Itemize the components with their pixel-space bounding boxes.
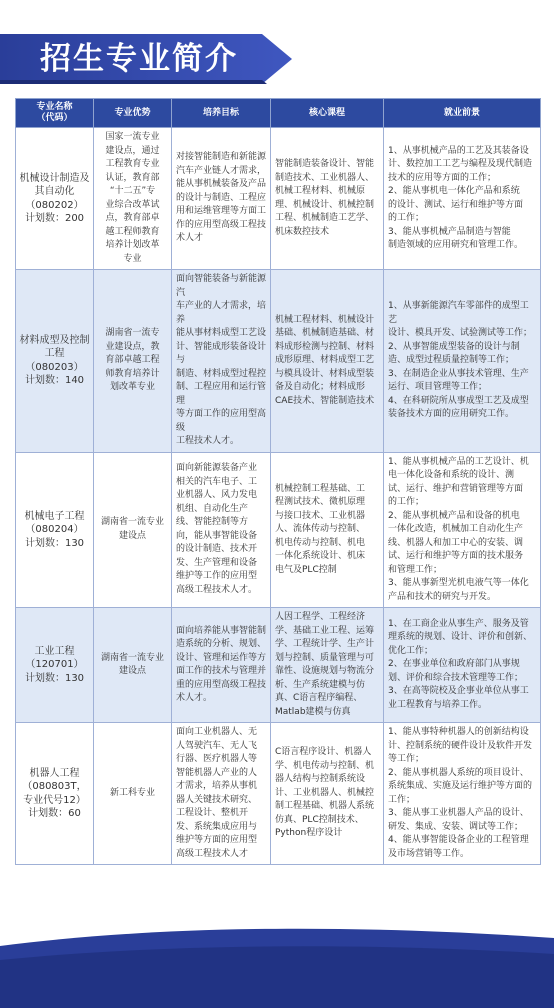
cell-line: （080203） bbox=[25, 361, 84, 373]
cell-line: 3、能从事工业机器人产品的设计、 bbox=[388, 808, 529, 818]
cell-line: 计、工业机器人、机械控 bbox=[275, 787, 375, 798]
cell-line: 汽车产业链人才需求， bbox=[176, 165, 267, 176]
cell-line: 专业代号12） bbox=[23, 794, 86, 806]
cell-line: 建设点 bbox=[118, 530, 146, 541]
program-table bbox=[15, 98, 541, 865]
cell-line: 3、在高等院校及企事业单位从事工 bbox=[388, 686, 529, 697]
cell-line: 4、能从事智能设备企业的工程管理 bbox=[388, 835, 529, 845]
cell-line: （080202） bbox=[25, 199, 84, 211]
cell-line: 面向培养能从事智能制 bbox=[176, 625, 267, 636]
cell-line: C语言程序设计、机器人 bbox=[275, 747, 372, 758]
cell-line: 机电传动与控制、机电 bbox=[275, 537, 366, 548]
table-row bbox=[16, 608, 541, 723]
program-prospects-cell bbox=[384, 128, 541, 270]
cell-line: 作的应用型高级工程技 bbox=[176, 219, 267, 230]
cell-line: 理系统的规划、设计、评价和创新、 bbox=[388, 632, 533, 643]
cell-line: 线、智能控制等方 bbox=[176, 517, 249, 528]
cell-line: 真、C语言程序编程、 bbox=[275, 693, 363, 703]
cell-line: （120701） bbox=[25, 659, 84, 671]
cell-line: 机械工程材料、机械设计 bbox=[275, 314, 375, 325]
cell-line: 计划数：60 bbox=[28, 808, 81, 819]
cell-line: 机床数控技术 bbox=[275, 226, 330, 237]
cell-line: 向，能从事智能设备 bbox=[176, 530, 258, 541]
cell-line: 面向新能源装备产业 bbox=[176, 463, 258, 474]
cell-line: 线、机器人和加工中心的安装、调 bbox=[388, 537, 524, 548]
cell-line: 机械控制工程基础、工 bbox=[275, 483, 366, 494]
cell-line: 高级工程技术人才 bbox=[176, 848, 249, 859]
program-goal-cell bbox=[172, 608, 271, 723]
cell-line: 计、智能成形装备设计与 bbox=[176, 341, 267, 365]
cell-line: Python程序设计 bbox=[275, 828, 343, 839]
program-courses-cell bbox=[271, 608, 384, 723]
cell-line: 计、控制系统的硬件设计及软件开发 bbox=[388, 740, 533, 751]
cell-line: 重的应用型高级工程技 bbox=[176, 679, 267, 690]
program-goal-cell bbox=[172, 723, 271, 865]
cell-line: 面向智能装备与新能源汽 bbox=[176, 274, 267, 298]
col-header-prospects: 就业前景 bbox=[384, 99, 541, 128]
cell-line: 对接智能制造和新能源 bbox=[176, 152, 267, 163]
cell-line: 其自动化 bbox=[34, 186, 75, 197]
cell-line: 成形原理、材料成型工艺 bbox=[275, 355, 375, 365]
cell-line: 制、工程应用和运行管理 bbox=[176, 382, 267, 406]
program-name-cell bbox=[16, 270, 94, 453]
program-advantage-cell bbox=[94, 270, 172, 453]
cell-line: 学、基础工业工程、运筹 bbox=[275, 625, 375, 636]
cell-line: 1、从事机械产品的工艺及其装备设 bbox=[388, 145, 529, 156]
cell-line: 行器、医疗机器人等 bbox=[176, 754, 258, 764]
cell-line: 试、运行、维护和营销管理等方面 bbox=[388, 483, 524, 494]
cell-line: 备及自动化；材料成形 bbox=[275, 382, 366, 392]
cell-line: 研发、集成、安装、调试等工作； bbox=[388, 821, 524, 832]
cell-line: 学、工程统计学、生产计 bbox=[275, 639, 375, 649]
cell-line: 机组、自动化生产 bbox=[176, 503, 249, 514]
cell-line: 工程、机械制造工艺学、 bbox=[275, 213, 375, 223]
cell-line: 才需求，培养从事机 bbox=[176, 781, 258, 791]
cell-line: 学、机电传动与控制、机 bbox=[275, 760, 375, 771]
cell-line: 制造、材料成型过程控 bbox=[176, 368, 267, 379]
cell-line: 运行、项目管理等工作； bbox=[388, 382, 488, 392]
table-row bbox=[16, 270, 541, 453]
col-header-goal: 培养目标 bbox=[172, 99, 271, 128]
cell-line: 设计、模具开发、试验测试等工作； bbox=[388, 328, 533, 338]
cell-line: 机械设计制造及 bbox=[19, 172, 90, 184]
cell-line: 工程技术人才。 bbox=[176, 436, 240, 446]
cell-line: 点，教育部卓 bbox=[105, 213, 160, 223]
cell-line: 制造领域的应用研究和管理工作。 bbox=[388, 240, 524, 250]
cell-line: 人驾驶汽车、无人飞 bbox=[176, 740, 258, 751]
cell-line: 和管理工作； bbox=[388, 564, 443, 575]
cell-line: 维护等方面的应用型 bbox=[176, 835, 258, 845]
cell-line: 专业 bbox=[123, 253, 142, 264]
col-header-courses: 核心课程 bbox=[271, 99, 384, 128]
cell-line: 术人才。 bbox=[176, 693, 213, 703]
cell-line: 计、数控加工工艺与编程及现代制造 bbox=[388, 159, 533, 169]
cell-line: 新工科专业 bbox=[109, 787, 155, 798]
cell-line: 维护等工作的应用型 bbox=[176, 571, 258, 582]
cell-line: 电一体化设备和系统的设计、测 bbox=[388, 470, 515, 480]
cell-line: 2、在事业单位和政府部门从事规 bbox=[388, 659, 520, 670]
cell-line: 2、能从事机械产品和设备的机电 bbox=[388, 510, 520, 521]
cell-line: 智能制造装备设计、智能 bbox=[275, 159, 375, 169]
cell-line: 能从事机械装备及产品 bbox=[176, 179, 267, 190]
cell-line: 3、能从事新型光机电液气等一体化 bbox=[388, 578, 529, 588]
cell-line: 的设计、测试、运行和维护等方面 bbox=[388, 199, 524, 210]
cell-line: 电气及PLC控制 bbox=[275, 564, 337, 575]
program-prospects-cell bbox=[384, 452, 541, 608]
program-name-cell bbox=[16, 723, 94, 865]
cell-line: 器人结构与控制系统设 bbox=[275, 774, 366, 785]
table-row bbox=[16, 723, 541, 865]
cell-line: 的工作； bbox=[388, 497, 425, 507]
cell-line: 2、能从事机器人系统的项目设计、 bbox=[388, 767, 529, 778]
cell-line: 料成形检测与控制、材料 bbox=[275, 341, 375, 352]
cell-line: 建设点 bbox=[118, 666, 146, 676]
program-advantage-cell bbox=[94, 723, 172, 865]
cell-line: 3、能从事机械产品制造与智能 bbox=[388, 226, 511, 237]
cell-line: 设计、管理和运作等方 bbox=[176, 652, 267, 663]
program-courses-cell bbox=[271, 128, 384, 270]
cell-line: 析、生产系统建模与仿 bbox=[275, 679, 366, 690]
cell-line: 面工作的技术与管理并 bbox=[176, 666, 267, 676]
cell-line: 1、能从事机械产品的工艺设计、机 bbox=[388, 456, 529, 467]
cell-line: 计划数：130 bbox=[24, 672, 85, 684]
program-courses-cell bbox=[271, 270, 384, 453]
cell-line: 业综合改革试 bbox=[105, 199, 160, 210]
cell-line: 工作； bbox=[388, 794, 416, 805]
cell-line: 划与控制、质量管理与可 bbox=[275, 652, 375, 663]
cell-line: 人、流体传动与控制、 bbox=[275, 524, 366, 534]
col-header-name bbox=[16, 99, 94, 128]
cell-line: 划、评价和综合技术管理等工作； bbox=[388, 672, 524, 683]
cell-line: 理、机械设计、机械控制 bbox=[275, 199, 375, 210]
cell-line: 业机器人、风力发电 bbox=[176, 490, 258, 501]
col-header-name-line2: （代码） bbox=[36, 113, 73, 123]
program-advantage-cell bbox=[94, 452, 172, 608]
cell-line: 能从事材料成型工艺设 bbox=[176, 328, 267, 338]
cell-line: 发、生产管理和设备 bbox=[176, 557, 258, 568]
cell-line: 造系统的分析、规划、 bbox=[176, 639, 267, 649]
cell-line: 认证，教育部 bbox=[105, 172, 160, 183]
cell-line: 工程 bbox=[44, 348, 65, 360]
cell-line: 高级工程技术人才。 bbox=[176, 584, 258, 595]
cell-line: 4、在科研院所从事成型工艺及成型 bbox=[388, 395, 529, 406]
col-header-advantage: 专业优势 bbox=[94, 99, 172, 128]
cell-line: 国家一流专业 bbox=[105, 132, 160, 142]
cell-line: 试、运行和维护等方面的技术服务 bbox=[388, 551, 524, 561]
cell-line: 相关的汽车电子、工 bbox=[176, 476, 258, 487]
cell-line: 基础、机械制造基础、材 bbox=[275, 328, 375, 338]
table-header-row bbox=[16, 99, 541, 128]
cell-line: 2、从事智能成型装备的设计与制 bbox=[388, 341, 520, 352]
cell-line: 材料成型及控制 bbox=[19, 334, 90, 346]
cell-line: 仿真、PLC控制技术、 bbox=[275, 814, 364, 825]
cell-line: 1、在工商企业从事生产、服务及管 bbox=[388, 618, 529, 629]
cell-line: 业建设点，教 bbox=[105, 341, 160, 352]
cell-line: 产品和技术的研究与开发。 bbox=[388, 591, 497, 602]
cell-line: 装备技术方面的应用研究工作。 bbox=[388, 409, 515, 419]
cell-line: 一体化改造，机械加工自动化生产 bbox=[388, 524, 524, 534]
cell-line: 程测试技术、微机原理 bbox=[275, 497, 366, 507]
cell-line: 工程设计、整机开 bbox=[176, 808, 249, 818]
cell-line: 湖南省一流专 bbox=[105, 328, 160, 338]
cell-line: 等工作； bbox=[388, 754, 425, 764]
cell-line: 1、从事新能源汽车零部件的成型工艺 bbox=[388, 301, 529, 325]
cell-line: 及市场营销等工作。 bbox=[388, 848, 470, 859]
cell-line: 湖南省一流专业 bbox=[100, 517, 164, 528]
cell-line: 制造技术、工业机器人、 bbox=[275, 172, 375, 183]
cell-line: 计划数：130 bbox=[24, 537, 85, 549]
cell-line: 业工程教育与培养工作。 bbox=[388, 699, 488, 710]
cell-line: 车产业的人才需求，培养 bbox=[176, 301, 267, 325]
table-row bbox=[16, 452, 541, 608]
cell-line: 师教育培养计 bbox=[105, 368, 160, 379]
cell-line: 工业工程 bbox=[34, 645, 75, 657]
cell-line: 1、能从事特种机器人的创新结构设 bbox=[388, 727, 529, 737]
cell-line: 人因工程学、工程经济 bbox=[275, 612, 366, 622]
cell-line: 计划数：140 bbox=[24, 375, 85, 387]
cell-line: 建设点，通过 bbox=[105, 145, 160, 156]
table-row bbox=[16, 128, 541, 270]
cell-line: “十二五”专 bbox=[109, 186, 156, 196]
cell-line: 面向工业机器人、无 bbox=[176, 727, 258, 737]
cell-line: 育部卓越工程 bbox=[105, 355, 160, 365]
cell-line: 发、系统集成应用与 bbox=[176, 821, 258, 832]
cell-line: 工程教育专业 bbox=[105, 159, 160, 169]
cell-line: 划改革专业 bbox=[109, 382, 155, 392]
cell-line: 系统集成、实施及运行维护等方面的 bbox=[388, 781, 533, 791]
cell-line: 制工程基础、机器人系统 bbox=[275, 801, 375, 812]
cell-line: 等方面工作的应用型高级 bbox=[176, 409, 267, 433]
program-courses-cell bbox=[271, 452, 384, 608]
program-goal-cell bbox=[172, 452, 271, 608]
cell-line: 机械工程材料、机械原 bbox=[275, 186, 366, 196]
cell-line: 与模具设计、材料成型装 bbox=[275, 368, 375, 379]
page-title: 招生专业简介 bbox=[40, 41, 238, 77]
cell-line: Matlab建模与仿真 bbox=[275, 706, 351, 717]
cell-line: 的设计与制造、工程应 bbox=[176, 192, 267, 203]
cell-line: 的设计制造、技术开 bbox=[176, 544, 258, 555]
cell-line: 机器人工程 bbox=[29, 767, 80, 779]
cell-line: （080204） bbox=[25, 524, 84, 535]
cell-line: 3、在制造企业从事技术管理、生产 bbox=[388, 368, 529, 379]
program-goal-cell bbox=[172, 270, 271, 453]
cell-line: （080803T， bbox=[22, 781, 87, 792]
cell-line: 机械电子工程 bbox=[24, 510, 85, 522]
program-advantage-cell bbox=[94, 128, 172, 270]
program-name-cell bbox=[16, 452, 94, 608]
program-goal-cell bbox=[172, 128, 271, 270]
cell-line: 计划数：200 bbox=[24, 213, 85, 224]
cell-line: 用和运维管理等方面工 bbox=[176, 206, 267, 217]
cell-line: 一体化系统设计、机床 bbox=[275, 551, 366, 561]
cell-line: 优化工作； bbox=[388, 645, 434, 656]
program-prospects-cell bbox=[384, 270, 541, 453]
program-prospects-cell bbox=[384, 608, 541, 723]
program-name-cell bbox=[16, 608, 94, 723]
cell-line: 智能机器人产业的人 bbox=[176, 767, 258, 778]
cell-line: 造、成型过程质量控制等工作； bbox=[388, 355, 515, 365]
cell-line: 技术的应用等方面的工作； bbox=[388, 172, 497, 183]
cell-line: 湖南省一流专业 bbox=[100, 652, 164, 663]
program-advantage-cell bbox=[94, 608, 172, 723]
cell-line: 器人关键技术研究、 bbox=[176, 794, 258, 805]
cell-line: 越工程师教育 bbox=[105, 226, 160, 237]
col-header-name-line1: 专业名称 bbox=[36, 102, 73, 112]
cell-line: 2、能从事机电一体化产品和系统 bbox=[388, 186, 520, 196]
program-name-cell bbox=[16, 128, 94, 270]
cell-line: 靠性、设施规划与物流分 bbox=[275, 666, 375, 676]
cell-line: 与接口技术、工业机器 bbox=[275, 510, 366, 521]
program-prospects-cell bbox=[384, 723, 541, 865]
cell-line: 培养计划改革 bbox=[105, 240, 160, 250]
cell-line: 的工作； bbox=[388, 213, 425, 223]
cell-line: CAE技术、智能制造技术 bbox=[275, 395, 375, 406]
cell-line: 术人才 bbox=[176, 233, 204, 244]
footer-wave bbox=[0, 908, 554, 1008]
program-courses-cell bbox=[271, 723, 384, 865]
